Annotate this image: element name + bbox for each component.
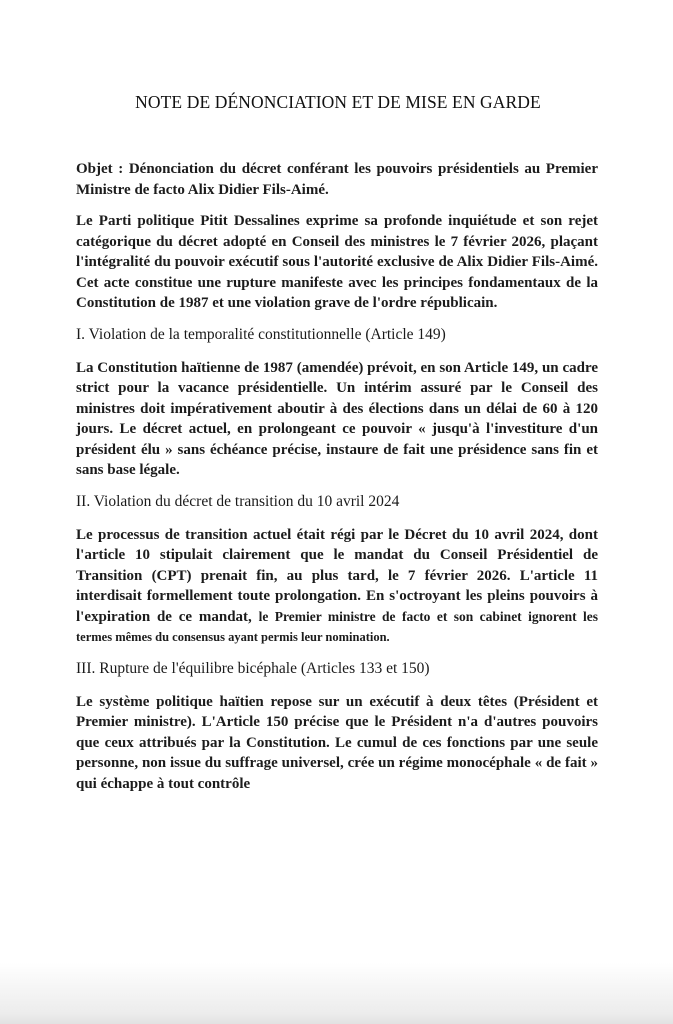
- document-content: [76, 92, 598, 805]
- section-1-heading: I. Violation de la temporalité constitutionnelle (Article 149): [76, 325, 446, 343]
- section-2-heading: II. Violation du décret de transition du 10 avril 2024: [76, 492, 400, 510]
- section-1-text: La Constitution haïtienne de 1987 (amendée) prévoit, en son Article 149, un cadre strict pour la vacance présidentielle. Un intérim assuré par le Conseil des ministres doit impérativement aboutir à des élections dans un délai de 60 à 120 jours. Le décret actuel, en prolongeant ce pouvoir « jusqu'à l'investiture d'un président élu » sans échéance précise, instaure de fait une présidence sans fin et sans base légale.: [76, 359, 598, 478]
- intro-paragraph: Le Parti politique Pitit Dessalines exprime sa profonde inquiétude et son rejet catégorique du décret adopté en Conseil des ministres le 7 février 2026, plaçant l'intégralité du pouvoir exécutif sous l'autorité exclusive de Alix Didier Fils-Aimé. Cet acte constitue une rupture manifeste avec les principes fondamentaux de la Constitution de 1987 et une violation grave de l'ordre républicain.: [76, 213, 598, 311]
- section-3-heading: III. Rupture de l'équilibre bicéphale (Articles 133 et 150): [76, 659, 430, 677]
- document-title: NOTE DE DÉNONCIATION ET DE MISE EN GARDE: [135, 92, 541, 112]
- section-2-text-smaller: termes mêmes du consensus ayant permis leur nomination.: [76, 630, 390, 644]
- section-3-text: Le système politique haïtien repose sur un exécutif à deux têtes (Président et Premier ministre). L'Article 150 précise que le Président n'a d'autres pouvoirs que ceux attribués par la Constitution. Le cumul de ces fonctions par une seule personne, non issue du suffrage universel, crée un régime monocéphale « de fait » qui échappe à tout contrôle: [76, 693, 598, 792]
- section-2-text-small: le Premier ministre de facto et son cabinet ignorent les: [258, 608, 599, 624]
- objet-paragraph: Objet : Dénonciation du décret conférant les pouvoirs présidentiels au Premier Ministre de facto Alix Didier Fils-Aimé.: [76, 161, 598, 198]
- section-2-text: [76, 525, 598, 648]
- section-2-text-main: Le processus de transition actuel était régi par le Décret du 10 avril 2024, dont l'article 10 stipulait clairement que le mandat du Conseil Présidentiel de Transition (CPT) prenait fin, au plus tard, le 7 février 2026. L'article 11 interdisait formellement toute prolongation. En s'octroyant les pleins pouvoirs à l'expiration de ce mandat,: [76, 526, 598, 625]
